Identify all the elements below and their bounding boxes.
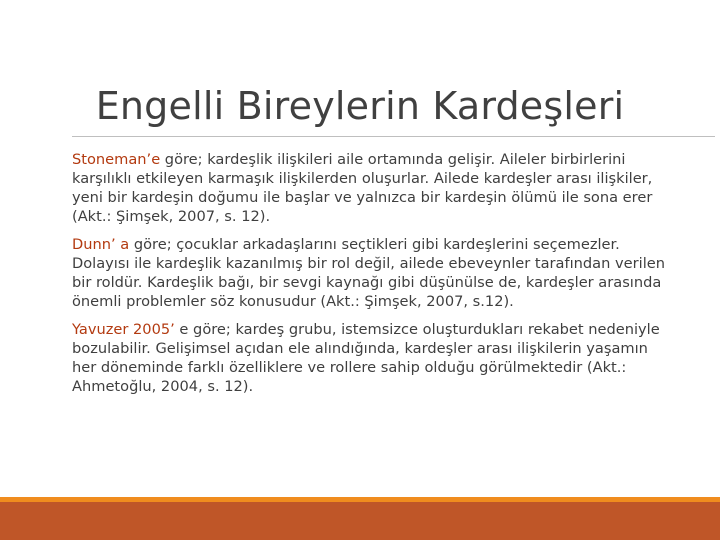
footer-bar (0, 502, 720, 540)
paragraph-text: göre; kardeşlik ilişkileri aile ortamında gelişir. Aileler birbirlerini karşılıklı etkileyen karmaşık ilişkilerden oluşurlar. Ailede kardeşler arası ilişkiler, yeni bir kardeşin doğumu ile başlar ve yalnızca bir kardeşin ölümü ile sona erer (Akt.: Şimşek, 2007, s. 12). (72, 151, 653, 225)
paragraph-yavuzer (72, 320, 672, 396)
slide-content (72, 150, 672, 405)
paragraph-text: göre; çocuklar arkadaşlarını seçtikleri gibi kardeşlerini seçemezler. Dolayısı ile kardeşlik kazanılmış bir rol değil, ailede ebeveynler tarafından verilen bir roldür. Kardeşlik bağı, bir sevgi kaynağı gibi düşünülse de, kardeşler arasında önemli problemler söz konusudur (Akt.: Şimşek, 2007, s.12). (72, 236, 665, 310)
title-divider (72, 136, 715, 137)
paragraph-stoneman (72, 150, 672, 226)
paragraph-dunn (72, 235, 672, 311)
paragraph-lead: Dunn’ a (72, 236, 130, 253)
paragraph-lead: Yavuzer 2005’ (72, 321, 175, 338)
paragraph-text: e göre; kardeş grubu, istemsizce oluşturdukları rekabet nedeniyle bozulabilir. Gelişimsel açıdan ele alındığında, kardeşler arası ilişkilerin yaşamın her döneminde farklı özelliklere ve rollere sahip olduğu görülmektedir (Akt.: Ahmetoğlu, 2004, s. 12). (72, 321, 660, 395)
paragraph-lead: Stoneman’e (72, 151, 161, 168)
slide-title: Engelli Bireylerin Kardeşleri (95, 84, 625, 128)
